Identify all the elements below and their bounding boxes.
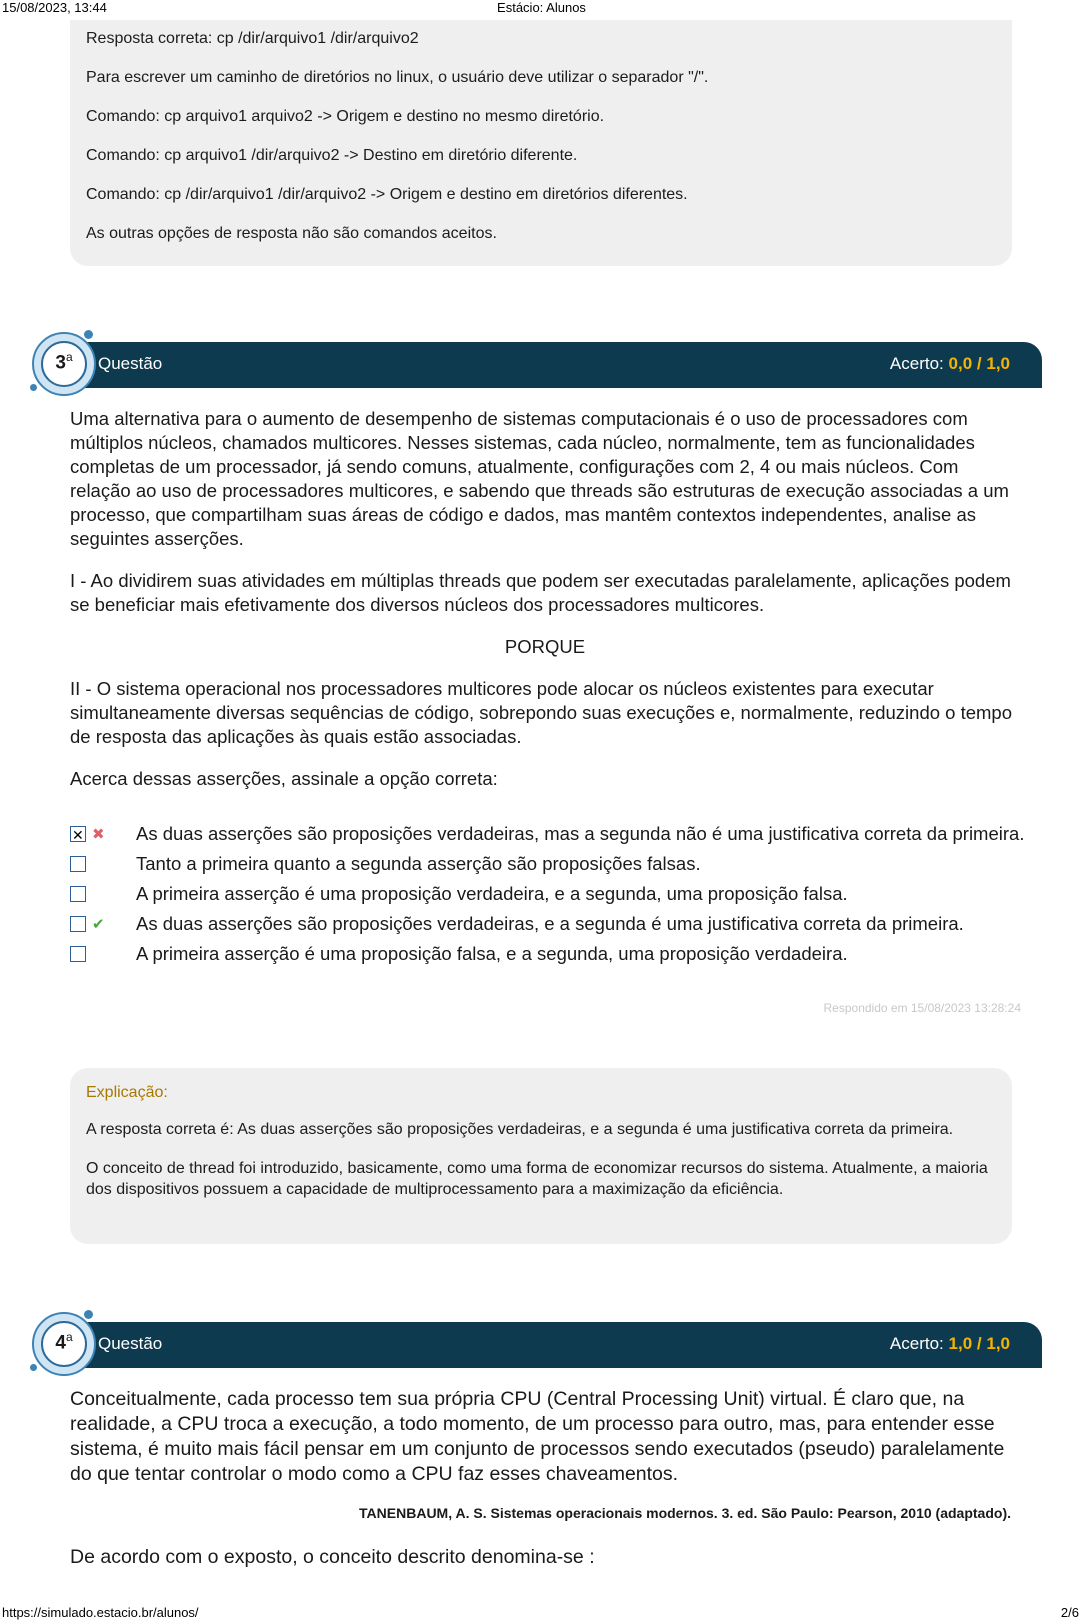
score-max: 1,0 xyxy=(986,1334,1010,1353)
answered-timestamp: Respondido em 15/08/2023 13:28:24 xyxy=(823,1001,1021,1015)
check-icon: ✔ xyxy=(92,916,105,933)
question-score xyxy=(890,354,1010,374)
citation: TANENBAUM, A. S. Sistemas operacionais modernos. 3. ed. São Paulo: Pearson, 2010 (adaptado). xyxy=(359,1505,1011,1521)
print-header xyxy=(0,0,1083,16)
print-url: https://simulado.estacio.br/alunos/ xyxy=(2,1605,199,1620)
print-datetime: 15/08/2023, 13:44 xyxy=(2,0,107,15)
print-page-number: 2/6 xyxy=(1060,1605,1079,1620)
score-max: 1,0 xyxy=(986,354,1010,373)
question-label: Questão xyxy=(98,1334,163,1353)
print-footer xyxy=(0,1602,1083,1620)
explanation-line: Para escrever um caminho de diretórios no linux, o usuário deve utilizar o separador "/". xyxy=(86,69,709,86)
explanation-line: O conceito de thread foi introduzido, basicamente, como uma forma de economizar recursos do sistema. Atualmente, a maioria dos dispositivos possuem a capacidade de multiprocessamento para a maximização da eficiência. xyxy=(86,1160,988,1198)
score-label: Acerto: xyxy=(889,1334,944,1353)
question-3-body xyxy=(70,407,1020,809)
score-separator: / xyxy=(976,354,982,373)
answer-option[interactable] xyxy=(70,822,1030,846)
option-text: A primeira asserção é uma proposição falsa, e a segunda, uma proposição verdadeira. xyxy=(136,943,848,964)
checkbox-icon[interactable] xyxy=(70,916,86,932)
score-value: 1,0 xyxy=(948,1334,973,1353)
checkbox-icon[interactable] xyxy=(70,886,86,902)
question-label: Questão xyxy=(98,354,163,373)
explanation-line: Resposta correta: cp /dir/arquivo1 /dir/arquivo2 xyxy=(86,30,419,47)
wrong-icon: ✖ xyxy=(92,826,105,843)
explanation-line: Comando: cp arquivo1 /dir/arquivo2 -> Destino em diretório diferente. xyxy=(86,147,578,164)
option-text: As duas asserções são proposições verdadeiras, e a segunda é uma justificativa correta da primeira. xyxy=(136,913,964,934)
question-3-badge xyxy=(32,332,96,396)
answer-options xyxy=(70,822,1030,966)
option-text: Tanto a primeira quanto a segunda asserção são proposições falsas. xyxy=(136,853,701,874)
score-label: Acerto: xyxy=(889,354,944,373)
score-separator: / xyxy=(976,1334,982,1353)
question-score xyxy=(890,1334,1010,1354)
explanation-line: A resposta correta é: As duas asserções são proposições verdadeiras, e a segunda é uma justificativa correta da primeira. xyxy=(86,1121,954,1138)
question-number: 3 xyxy=(55,352,66,374)
option-text: As duas asserções são proposições verdadeiras, mas a segunda não é uma justificativa correta da primeira. xyxy=(136,823,1025,844)
answer-option[interactable] xyxy=(70,942,1030,966)
explanation-title: Explicação: xyxy=(86,1084,168,1101)
question-4-body xyxy=(70,1387,1020,1505)
explanation-box xyxy=(70,1068,1012,1244)
question-4-prompt-wrap xyxy=(70,1545,1020,1587)
question-ordinal: a xyxy=(65,350,73,364)
score-value: 0,0 xyxy=(948,354,973,373)
explanation-line: Comando: cp /dir/arquivo1 /dir/arquivo2 -> Origem e destino em diretórios diferentes. xyxy=(86,186,688,203)
question-paragraph: Conceitualmente, cada processo tem sua própria CPU (Central Processing Unit) virtual. É claro que, na realidade, a CPU troca a execução, a todo momento, de um processo para outro, mas, para entender esse sistema, é muito mais fácil pensar em um conjunto de processos sendo executados (pseudo) paralelamente do que tentar controlar o modo como a CPU faz esses chaveamentos. xyxy=(70,1388,1005,1485)
assertion-connector: PORQUE xyxy=(504,636,586,657)
answer-option[interactable] xyxy=(70,852,1030,876)
print-title: Estácio: Alunos xyxy=(497,0,586,15)
question-4-badge xyxy=(32,1312,96,1376)
x-checkbox-icon[interactable] xyxy=(70,826,86,842)
answer-option[interactable] xyxy=(70,882,1030,906)
question-4-header xyxy=(72,1322,1042,1368)
question-ordinal: a xyxy=(65,1330,73,1344)
question-paragraph: Uma alternativa para o aumento de desempenho de sistemas computacionais é o uso de processadores com múltiplos núcleos, chamados multicores. Nesses sistemas, cada núcleo, normalmente, tem as funcionalidades completas de um processador, já sendo comuns, atualmente, configurações com 2, 4 ou mais núcleos. Com relação ao uso de processadores multicores, e sabendo que threads são estruturas de execução associadas a um processo, que compartilham suas áreas de código e dados, mas mantêm contextos independentes, analise as seguintes asserções. xyxy=(70,408,1009,549)
assertion-2: II - O sistema operacional nos processadores multicores pode alocar os núcleos existentes para executar simultaneamente diversas sequências de código, sobrepondo suas execuções e, normalmente, reduzindo o tempo de resposta das aplicações às quais estão associadas. xyxy=(70,678,1013,747)
option-text: A primeira asserção é uma proposição verdadeira, e a segunda, uma proposição falsa. xyxy=(136,883,848,904)
question-prompt: De acordo com o exposto, o conceito descrito denomina-se : xyxy=(70,1546,595,1568)
answer-option[interactable] xyxy=(70,912,1030,936)
question-3-header xyxy=(72,342,1042,388)
question-prompt: Acerca dessas asserções, assinale a opção correta: xyxy=(70,768,498,789)
assertion-1: I - Ao dividirem suas atividades em múltiplas threads que podem ser executadas paralelamente, aplicações podem se beneficiar mais efetivamente dos diversos núcleos dos processadores multicores. xyxy=(70,570,1011,615)
prev-explanation-box xyxy=(70,20,1012,266)
explanation-line: As outras opções de resposta não são comandos aceitos. xyxy=(86,225,497,242)
question-number: 4 xyxy=(55,1332,66,1354)
checkbox-icon[interactable] xyxy=(70,946,86,962)
checkbox-icon[interactable] xyxy=(70,856,86,872)
explanation-line: Comando: cp arquivo1 arquivo2 -> Origem e destino no mesmo diretório. xyxy=(86,108,605,125)
